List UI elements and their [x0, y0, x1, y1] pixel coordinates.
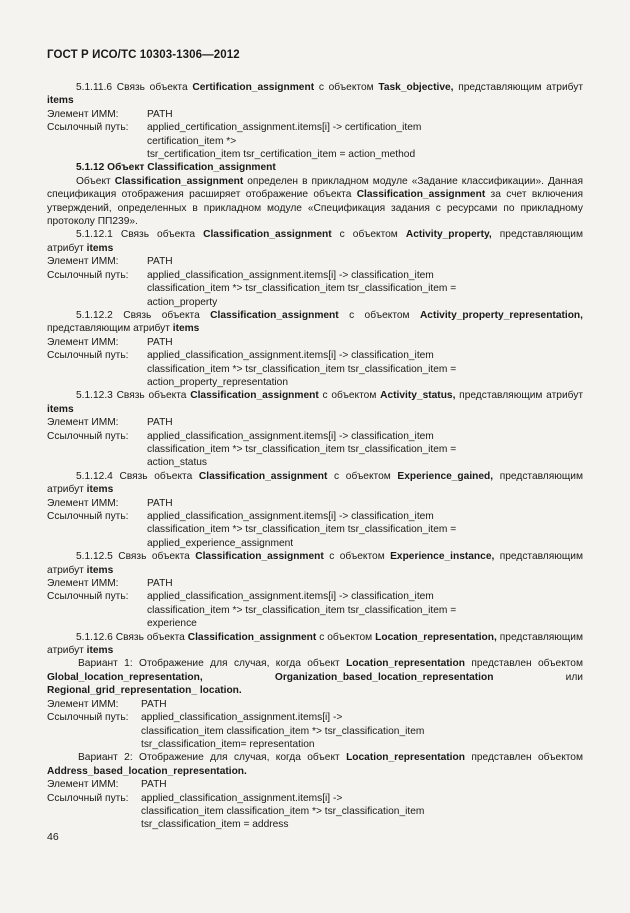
- mapping-element-row: [47, 108, 583, 121]
- mapping-path-label: Ссылочный путь:: [47, 350, 129, 362]
- entity-name: Location_representation: [346, 658, 465, 670]
- mapping-path-line: experience: [147, 618, 197, 630]
- mapping-path-line: applied_certification_assignment.items[i] -> certification_item: [147, 122, 422, 134]
- mapping-path-row: [47, 430, 583, 470]
- mapping-path-value: [141, 711, 583, 751]
- entity-name: Regional_grid_representation_ location: [47, 685, 239, 697]
- text: с объектом: [323, 551, 391, 563]
- mapping-path-row: [47, 711, 583, 751]
- mapping-path-value: [147, 269, 583, 309]
- mapping-path-line: action_property: [147, 296, 218, 308]
- mapping-path-line: applied_classification_assignment.items[i] -> classification_item: [147, 511, 434, 522]
- mapping-element-value: PATH: [141, 779, 167, 791]
- entity-name: Classification_assignment: [198, 470, 328, 482]
- text: .: [244, 765, 247, 777]
- mapping-element-row: [47, 778, 583, 791]
- mapping-path-line: classification_item *> tsr_classification_item tsr_classification_item =: [147, 363, 457, 375]
- description-paragraph: [47, 175, 583, 229]
- text: представляющим атрибут: [453, 82, 584, 93]
- mapping-path-line: certification_item *>: [147, 135, 237, 147]
- mapping-path-line: applied_classification_assignment.items[i] -> classification_item: [147, 591, 434, 603]
- section-title: [47, 631, 583, 658]
- section-title: [47, 550, 583, 577]
- document-body: [47, 81, 583, 832]
- mapping-path-row: [47, 349, 583, 389]
- section-title: [47, 389, 583, 416]
- mapping-path-label: Ссылочный путь:: [47, 430, 129, 442]
- mapping-path-value: [147, 121, 583, 161]
- text: с объектом: [318, 390, 381, 402]
- section-title: [47, 228, 583, 255]
- mapping-element-value: PATH: [147, 417, 173, 429]
- heading-text: 5.1.12 Объект Classification_assignment: [76, 162, 276, 174]
- attribute-name: items: [86, 484, 114, 496]
- mapping-element-value: PATH: [147, 108, 173, 120]
- mapping-path-line: applied_experience_assignment: [147, 537, 294, 549]
- mapping-element-value: PATH: [147, 256, 173, 268]
- subsection-heading: [47, 161, 583, 174]
- entity-name: Classification_assignment: [190, 390, 319, 402]
- text: с объектом: [338, 309, 420, 321]
- text: определен в прикладном модуле «Задание классификации». Данная спецификация отображения расширяет отображение объекта: [47, 175, 583, 201]
- mapping-element-row: [47, 416, 583, 429]
- mapping-element-label: Элемент ИММ:: [47, 698, 119, 710]
- mapping-element-label: Элемент ИММ:: [47, 417, 119, 429]
- text: Объект: [76, 175, 115, 187]
- section-number: 5.1.12.1 Связь объекта: [76, 229, 204, 241]
- attribute-name: items: [47, 403, 74, 415]
- target-entity: Task_objective,: [378, 82, 454, 93]
- section-title: [47, 81, 583, 108]
- mapping-element-label: Элемент ИММ:: [47, 578, 119, 590]
- mapping-path-value: [147, 430, 583, 470]
- attribute-name: items: [86, 645, 114, 657]
- text: или: [493, 671, 583, 683]
- attribute-name: items: [86, 242, 114, 254]
- section-number: 5.1.12.2 Связь объекта: [76, 309, 211, 321]
- text: представляющим атрибут: [47, 323, 173, 335]
- mapping-path-label: Ссылочный путь:: [47, 591, 129, 603]
- text: представляющим атрибут: [47, 470, 583, 496]
- attribute-name: items: [172, 323, 200, 335]
- mapping-path-value: [141, 792, 583, 832]
- mapping-path-line: classification_item *> tsr_classification_item tsr_classification_item =: [147, 524, 457, 536]
- attribute-name: items: [86, 564, 114, 576]
- text: представляющим атрибут: [47, 551, 583, 576]
- mapping-path-value: [147, 510, 583, 550]
- entity-name: Global_location_representation, Organization_based_location_representation: [47, 671, 494, 683]
- mapping-path-line: action_property_representation: [147, 376, 289, 388]
- text: представляющим атрибут: [47, 631, 584, 657]
- mapping-path-value: [147, 349, 583, 389]
- entity-name: Classification_assignment: [187, 631, 317, 643]
- mapping-element-row: [47, 577, 583, 590]
- mapping-path-line: classification_item *> tsr_classification_item tsr_classification_item =: [147, 443, 457, 455]
- section-number: 5.1.12.4 Связь объекта: [76, 470, 199, 482]
- mapping-element-label: Элемент ИММ:: [47, 497, 119, 509]
- mapping-path-row: [47, 792, 583, 832]
- mapping-path-row: [47, 269, 583, 309]
- variant-paragraph: [47, 657, 583, 697]
- mapping-path-line: applied_classification_assignment.items[i] -> classification_item: [147, 350, 434, 362]
- mapping-element-value: PATH: [147, 336, 173, 348]
- mapping-path-row: [47, 121, 583, 161]
- mapping-path-line: classification_item *> tsr_classification_item tsr_classification_item =: [147, 283, 457, 295]
- mapping-element-label: Элемент ИММ:: [47, 336, 119, 348]
- text: представлен объектом: [464, 658, 583, 670]
- text: с объектом: [314, 82, 379, 93]
- attribute-name: items: [47, 95, 74, 107]
- text: Вариант 2: Отображение для случая, когда объект: [78, 752, 347, 764]
- target-entity: Activity_property,: [405, 229, 492, 241]
- mapping-element-label: Элемент ИММ:: [47, 108, 119, 120]
- target-entity: Activity_property_representation,: [419, 309, 583, 321]
- section-number: 5.1.12.6 Связь объекта: [76, 631, 188, 643]
- mapping-element-label: Элемент ИММ:: [47, 779, 119, 791]
- mapping-path-label: Ссылочный путь:: [47, 269, 129, 281]
- mapping-path-line: applied_classification_assignment.items[i] -> classification_item: [147, 269, 434, 281]
- mapping-path-row: [47, 510, 583, 550]
- mapping-element-row: [47, 497, 583, 510]
- target-entity: Experience_instance,: [390, 551, 495, 563]
- mapping-path-line: tsr_classification_item = address: [141, 819, 289, 831]
- mapping-element-row: [47, 336, 583, 349]
- mapping-path-line: applied_classification_assignment.items[i] -> classification_item: [147, 430, 434, 442]
- text: с объектом: [316, 631, 376, 643]
- text: представляющим атрибут: [47, 229, 583, 254]
- mapping-path-label: Ссылочный путь:: [47, 511, 129, 522]
- entity-name: Classification_assignment: [210, 309, 339, 321]
- text: за счет включения утверждений, определенных в прикладном модуле «Спецификация задания с ресурсами по прикладному протоколу ПП239».: [47, 189, 583, 228]
- section-number: 5.1.12.3 Связь объекта: [76, 390, 191, 402]
- text: представлен объектом: [464, 752, 583, 764]
- text: представляющим атрибут: [455, 390, 584, 402]
- entity-name: Classification_assignment: [203, 229, 332, 241]
- section-title: [47, 309, 583, 336]
- text: с объектом: [331, 229, 406, 241]
- text: .: [238, 685, 242, 697]
- target-entity: Location_representation,: [375, 631, 497, 643]
- variant-paragraph: [47, 751, 583, 778]
- mapping-path-line: tsr_classification_item= representation: [141, 738, 315, 750]
- mapping-path-value: [147, 590, 583, 630]
- mapping-element-value: PATH: [147, 578, 173, 590]
- mapping-element-row: [47, 255, 583, 268]
- entity-name: Address_based_location_representation: [47, 765, 245, 777]
- entity-name: Location_representation: [346, 752, 465, 764]
- entity-name: Classification_assignment: [356, 189, 486, 201]
- document-header: ГОСТ Р ИСО/ТС 10303-1306—2012: [47, 49, 240, 61]
- mapping-path-line: tsr_certification_item tsr_certification_item = action_method: [147, 149, 416, 161]
- page-number: 46: [47, 831, 59, 843]
- mapping-path-line: classification_item classification_item *> tsr_classification_item: [141, 805, 425, 817]
- mapping-element-label: Элемент ИММ:: [47, 256, 119, 268]
- section-number: 5.1.12.5 Связь объекта: [76, 551, 196, 563]
- mapping-path-line: classification_item *> tsr_classification_item tsr_classification_item =: [147, 604, 457, 616]
- mapping-path-label: Ссылочный путь:: [47, 712, 129, 724]
- mapping-path-line: classification_item classification_item *> tsr_classification_item: [141, 725, 425, 737]
- mapping-path-label: Ссылочный путь:: [47, 792, 129, 804]
- text: с объектом: [327, 470, 398, 482]
- mapping-path-line: action_status: [147, 457, 208, 469]
- mapping-path-row: [47, 590, 583, 630]
- entity-name: Certification_assignment: [192, 82, 315, 93]
- target-entity: Experience_gained,: [397, 470, 494, 482]
- text: Вариант 1: Отображение для случая, когда объект: [78, 658, 347, 670]
- mapping-path-label: Ссылочный путь:: [47, 122, 129, 134]
- mapping-element-value: PATH: [141, 698, 167, 710]
- entity-name: Classification_assignment: [195, 551, 324, 563]
- section-number: 5.1.11.6 Связь объекта: [76, 82, 193, 93]
- target-entity: Activity_status,: [380, 390, 456, 402]
- mapping-path-line: applied_classification_assignment.items[i] ->: [141, 792, 343, 804]
- mapping-element-value: PATH: [147, 497, 173, 509]
- section-title: [47, 470, 583, 497]
- entity-name: Classification_assignment: [114, 175, 244, 187]
- mapping-element-row: [47, 698, 583, 711]
- mapping-path-line: applied_classification_assignment.items[i] ->: [141, 712, 343, 724]
